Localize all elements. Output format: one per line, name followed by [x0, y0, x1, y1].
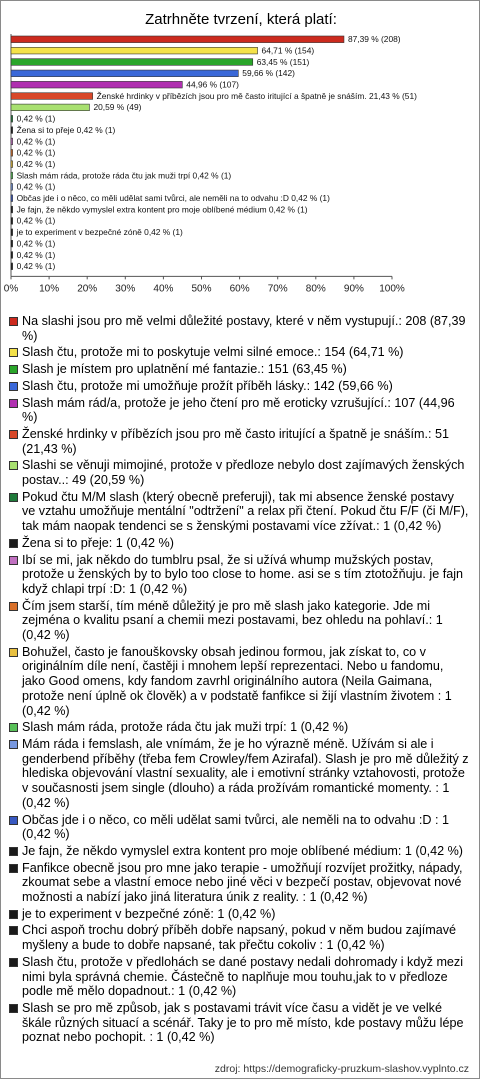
x-tick-label: 20% [77, 283, 98, 295]
legend-item [8, 923, 470, 952]
legend-label: Slashi se věnuji mimojiné, protože v předloze nebylo dost zajímavých ženských postav..: 49 (20,59 %) [22, 458, 465, 488]
legend-item [8, 844, 470, 859]
x-tick-label: 90% [343, 283, 364, 295]
bar-value-label: je to experiment v bezpečné zóně 0,42 % (1) [16, 227, 183, 238]
bar [11, 252, 13, 259]
legend-swatch [9, 365, 18, 374]
legend-label: Pokud čtu M/M slash (který obecně preferuji), tak mi absence ženské postavy ve vztahu umožňuje mentální "odtržení" a relax při čtení. Pokud čtu F/F (či M/F), tak mám naopak tendenci se s ženskými postavami více zžívat.: 1 (0,42 %) [22, 489, 469, 534]
bar [11, 104, 89, 111]
legend-label: Ibí se mi, jak někdo do tumblru psal, že si užívá whump mužských postav, protože u ženských by to bylo too close to home. asi se s tím ztotožňuju. je fajn když chlapi trpí :D: 1 (0,42 %) [22, 552, 464, 596]
legend-item [8, 599, 470, 643]
bar [11, 81, 182, 88]
legend-item [8, 645, 470, 719]
legend-swatch [9, 430, 18, 439]
x-tick-label: 0% [3, 283, 19, 295]
legend-swatch [9, 461, 18, 470]
bar-value-label: 59,66 % (142) [242, 68, 295, 79]
legend-label: Žena si to přeje: 1 (0,42 %) [22, 535, 174, 550]
bar [11, 206, 13, 213]
legend-label: Slash čtu, protože mi to poskytuje velmi silné emoce.: 154 (64,71 %) [22, 345, 404, 360]
legend-item [8, 1001, 470, 1045]
legend-item [8, 861, 470, 905]
bar-value-label: 0,42 % (1) [16, 238, 56, 249]
legend-label: Slash čtu, protože v předlohách se dané postavy nedali dohromady i když mezi nimi byla správná chemie. Částečně to naplňuje mou touhu,jak to v předloze podle mě mělo dopadnout.: 1 (0,42 %) [22, 954, 464, 999]
legend-item [8, 396, 470, 425]
bar [11, 93, 93, 100]
legend-swatch [9, 556, 18, 565]
x-tick-label: 80% [305, 283, 326, 295]
legend-item [8, 720, 470, 735]
bar-value-label: Žena si to přeje 0,42 % (1) [16, 124, 116, 135]
bar [11, 47, 258, 54]
legend-item [8, 907, 470, 922]
bar [11, 70, 238, 77]
legend-swatch [9, 399, 18, 408]
legend-swatch [9, 723, 18, 732]
legend-swatch [9, 926, 18, 935]
legend-swatch [9, 539, 18, 548]
source-credit: zdroj: https://demograficky-pruzkum-slashov.vyplnto.cz [214, 1063, 469, 1075]
legend-swatch [9, 910, 18, 919]
bar-value-label: Občas jde i o něco, co měli udělat sami tvůrci, ale neměli na to odvahu :D 0,42 % (1) [16, 193, 330, 203]
bar-value-label: 63,45 % (151) [256, 56, 310, 67]
legend-label: Ženské hrdinky v příbězích jsou pro mě často iritující a špatně je snáším.: 51 (21,43 %) [22, 426, 449, 456]
bar-value-label: 0,42 % (1) [16, 158, 56, 169]
legend-swatch [9, 382, 18, 391]
legend-label: Na slashi jsou pro mě velmi důležité postavy, které v něm vystupují.: 208 (87,39 %) [22, 314, 466, 343]
legend-item [8, 345, 470, 360]
bar [11, 115, 13, 122]
legend-swatch [9, 602, 18, 611]
bar-value-label: 0,42 % (1) [16, 249, 56, 260]
legend-item [8, 737, 470, 811]
legend-label: Slash se pro mě způsob, jak s postavami trávit více času a vidět je ve velké škále různých situací a scénář. Taky je to pro mě místo, kde postavy můžu lépe poznat nebo pochopit. : 1 (0,42 %) [22, 1000, 464, 1045]
bar-value-label: Je fajn, že někdo vymyslel extra kontent pro moje oblíbené médium 0,42 % (1) [16, 204, 308, 215]
legend-label: Chci aspoň trochu dobrý příběh dobře napsaný, pokud v něm budou zajímavé myšleny a bude to dobře napsané, tak přečtu cokoliv : 1 (0,42 %) [22, 923, 457, 953]
legend-label: Fanfikce obecně jsou pro mne jako terapie - umožňují rozvíjet prožitky, nápady, zkoumat sebe a vlastní emoce nebo jiné věci v bezpečí postav, objevovat nové možnosti a nabízí jako jiná literatura únik z reality. : 1 (0,42 %) [22, 860, 463, 905]
bar [11, 184, 13, 191]
legend-label: Mám ráda i femslash, ale vnímám, že je ho výrazně méně. Užívám si ale i genderbend příběhy (třeba fem Crowley/fem Azirafal). Slash je pro mě důležitý z hlediska objevování vlastní sexuality, ale i emotivní stránky vztahovosti, protože v současnosti jsem single (dlouho) a ráda prožívám romantické momenty. : 1 (0,42 %) [22, 736, 469, 810]
bar-value-label: 0,42 % (1) [16, 215, 56, 226]
bar-value-label: 20,59 % (49) [93, 102, 142, 113]
bar-value-label: 64,71 % (154) [261, 45, 315, 56]
bar [11, 172, 13, 179]
bar [11, 218, 13, 225]
bar-value-label: 0,42 % (1) [16, 113, 56, 124]
bar-value-label: Ženské hrdinky v příbězích jsou pro mě často iritující a špatně je snáším. 21,43 % (51) [96, 90, 417, 101]
legend-label: Slash čtu, protože mi umožňuje prožít příběh lásky.: 142 (59,66 %) [22, 378, 393, 393]
bar [11, 240, 13, 247]
x-tick-label: 30% [115, 283, 136, 295]
legend-item [8, 379, 470, 394]
legend-item [8, 362, 470, 377]
x-tick-label: 60% [229, 283, 250, 295]
bar [11, 138, 13, 145]
legend-swatch [9, 1004, 18, 1013]
x-tick-label: 40% [153, 283, 174, 295]
x-tick-label: 100% [379, 283, 405, 295]
legend-label: Bohužel, často je fanouškovsky obsah jedinou formou, jak získat to, co v originálním díle není, častěji i mnohem lepší reprezentaci. Nebo u fandomu, jako Good omens, kdy fandom zavrhl originálního autora (Neila Gaimana, protože není úplně ok člověk) a v podstatě fanfikce si žijí vlastním životem : 1 (0,42 %) [22, 644, 452, 718]
legend-label: Je fajn, že někdo vymyslel extra kontent pro moje oblíbené médium: 1 (0,42 %) [22, 843, 464, 858]
bar-value-label: 87,39 % (208) [347, 34, 401, 45]
legend-label: Slash je místem pro uplatnění mé fantazie.: 151 (63,45 %) [22, 362, 347, 377]
legend-item [8, 427, 470, 456]
legend-swatch [9, 816, 18, 825]
legend-swatch [9, 864, 18, 873]
bar-value-label: Slash mám ráda, protože ráda čtu jak muži trpí 0,42 % (1) [16, 170, 232, 181]
legend-label: je to experiment v bezpečné zóně: 1 (0,42 %) [22, 906, 276, 921]
legend-item [8, 955, 470, 999]
bar [11, 36, 344, 43]
bar-value-label: 44,96 % (107) [186, 79, 239, 90]
bar-value-label: 0,42 % (1) [16, 136, 56, 147]
x-tick-label: 50% [191, 283, 212, 295]
legend-swatch [9, 847, 18, 856]
bar-value-label: 0,42 % (1) [16, 181, 56, 192]
x-tick-label: 10% [39, 283, 60, 295]
legend-swatch [9, 317, 18, 326]
bar [11, 59, 253, 66]
bar [11, 195, 13, 202]
bar [11, 263, 13, 270]
legend-swatch [9, 348, 18, 357]
bar-value-label: 0,42 % (1) [16, 261, 56, 272]
legend-label: Slash mám rád/a, protože je jeho čtení pro mě eroticky vzrušující.: 107 (44,96 %) [22, 395, 455, 425]
legend-swatch [9, 740, 18, 749]
legend-item [8, 314, 470, 343]
x-tick-label: 70% [267, 283, 288, 295]
legend-label: Čím jsem starší, tím méně důležitý je pro mě slash jako kategorie. Jde mi zejména o kvalitu psaní a chemii mezi postavami, bez ohledu na pohlaví.: 1 (0,42 %) [22, 598, 443, 643]
bar-value-label: 0,42 % (1) [16, 147, 56, 158]
bar [11, 150, 13, 157]
legend-item [8, 813, 470, 842]
legend-item [8, 536, 470, 551]
legend-swatch [9, 648, 18, 657]
legend-label: Občas jde i o něco, co měli udělat sami tvůrci, ale neměli na to odvahu :D : 1 (0,42 %) [22, 812, 450, 842]
bar-plot [1, 1, 480, 311]
chart-title: Zatrhněte tvrzení, která platí: [145, 11, 337, 28]
legend-swatch [9, 493, 18, 502]
bar [11, 229, 13, 236]
bar [11, 127, 13, 134]
legend-item [8, 458, 470, 487]
legend-swatch [9, 958, 18, 967]
bar [11, 161, 13, 168]
legend-label: Slash mám ráda, protože ráda čtu jak muži trpí: 1 (0,42 %) [22, 720, 349, 735]
legend-item [8, 553, 470, 597]
legend-item [8, 490, 470, 534]
legend [8, 314, 470, 1047]
